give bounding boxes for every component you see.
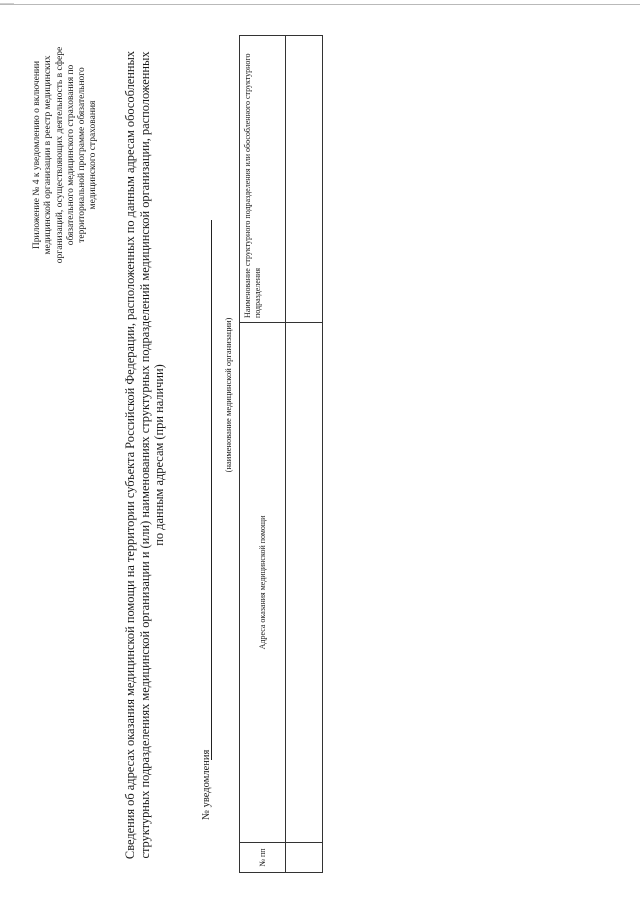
cell-unit-name[interactable] — [286, 36, 323, 323]
cell-number[interactable] — [286, 843, 323, 873]
appendix-line: обязательного медицинского страхования по — [65, 64, 76, 246]
appendix-line: организаций, осуществляющих деятельность в сфере — [54, 46, 65, 264]
header-unit-name: Наименование структурного подразделения или обособленного структурного подразделения — [240, 36, 286, 323]
appendix-note — [32, 40, 100, 270]
appendix-line: Приложение № 4 к уведомлению о включении — [32, 60, 42, 250]
appendix-line: медицинской организации в реестр медицинских — [43, 55, 54, 255]
notice-fill-line[interactable] — [211, 220, 212, 760]
table-row — [286, 36, 323, 873]
appendix-line: территориальной программе обязательного — [77, 67, 88, 243]
addresses-table — [239, 35, 323, 873]
form-title — [123, 45, 167, 865]
title-line: Сведения об адресах оказания медицинской помощи на территории субъекта Российской Федерации, расположенных по данным адресам обособленных — [123, 50, 137, 860]
appendix-line: медицинского страхования — [88, 100, 99, 210]
cell-address[interactable] — [286, 323, 323, 843]
header-address: Адреса оказания медицинской помощи — [240, 323, 286, 843]
organization-name-caption: (наименование медицинской организации) — [223, 317, 233, 473]
title-line: структурных подразделениях медицинской организации и (или) наименованиях структурных подразделений медицинской организации, расположенных — [137, 51, 152, 859]
header-number: № пп — [240, 843, 286, 873]
table-header-row — [240, 36, 286, 873]
notice-number-label: № уведомления — [201, 749, 212, 820]
title-line: по данным адресам (при наличии) — [152, 364, 167, 546]
